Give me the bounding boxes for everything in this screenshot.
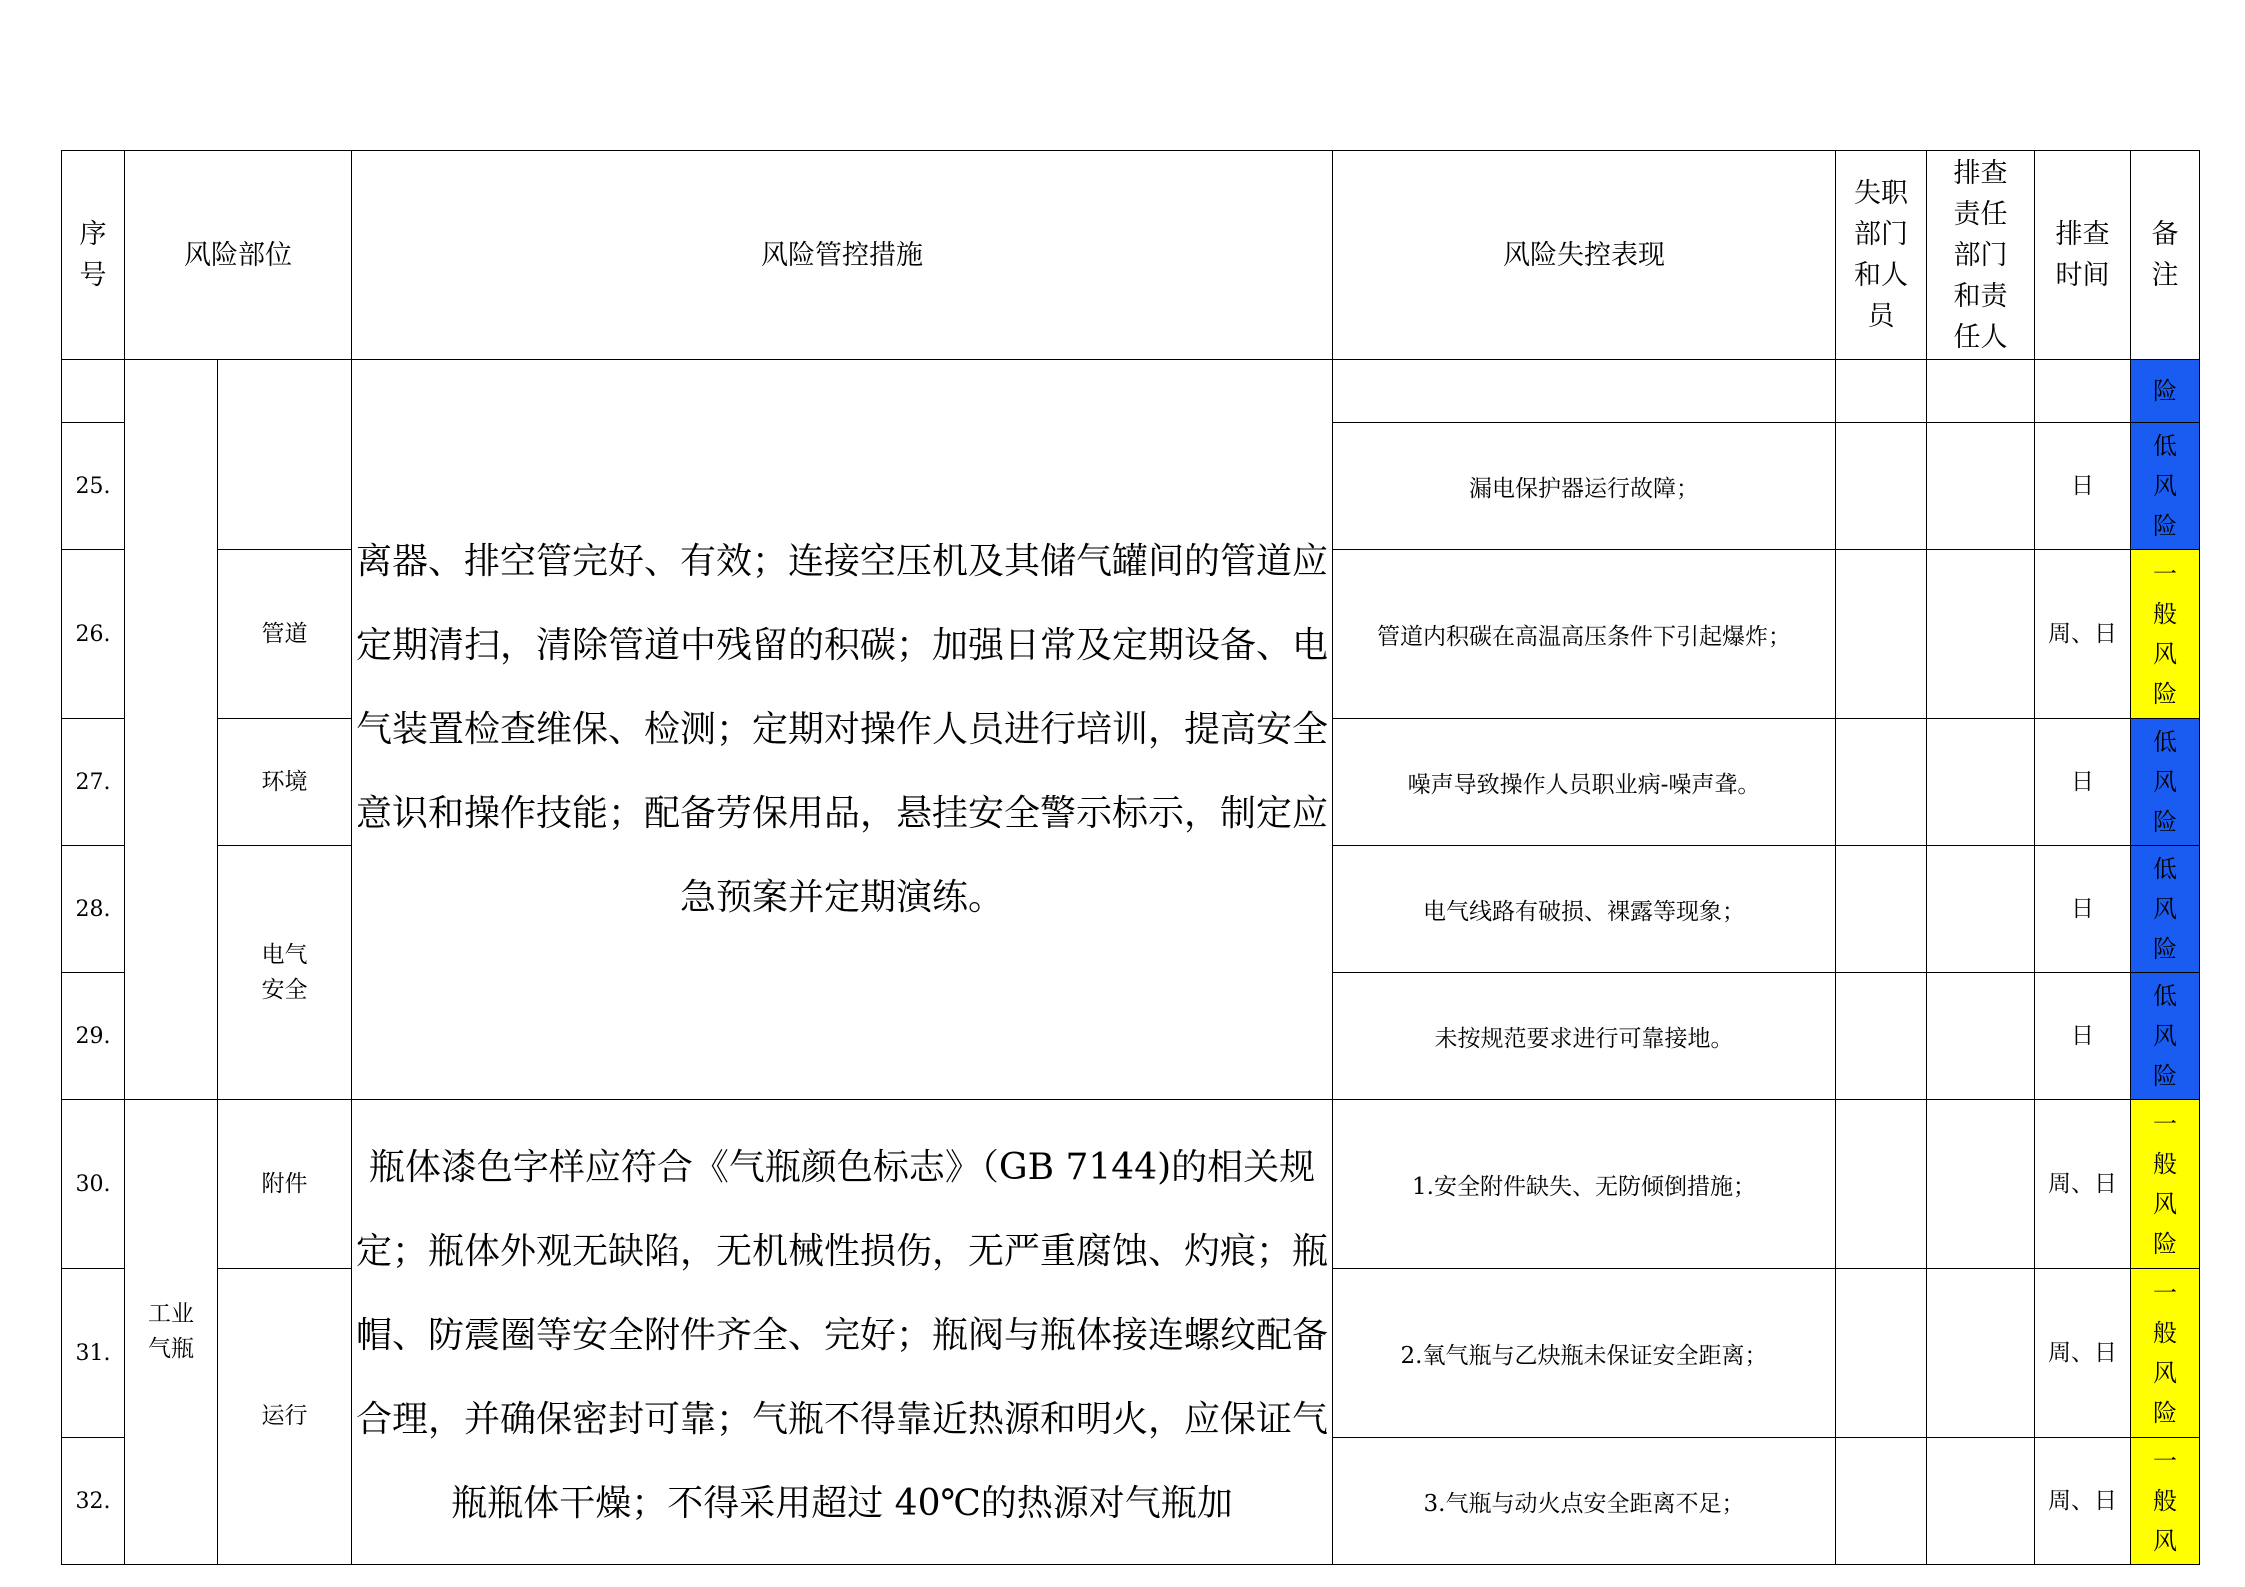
row-check-dept bbox=[1927, 1269, 2035, 1438]
row-failure: 漏电保护器运行故障； bbox=[1333, 423, 1836, 550]
row-time: 日 bbox=[2035, 423, 2131, 550]
risk-level-badge: 一般风 bbox=[2131, 1438, 2200, 1565]
risk-level-badge: 低风险 bbox=[2131, 846, 2200, 973]
row-failure bbox=[1333, 360, 1836, 423]
row-seq: 25. bbox=[62, 423, 125, 550]
risk-control-table bbox=[61, 150, 2200, 1565]
row-dept bbox=[1836, 719, 1927, 846]
row-seq: 31. bbox=[62, 1269, 125, 1438]
row-dept bbox=[1836, 1438, 1927, 1565]
risk-level-badge: 低风险 bbox=[2131, 423, 2200, 550]
risk-level-badge: 低风险 bbox=[2131, 973, 2200, 1100]
part-electrical: 电气安全 bbox=[218, 846, 352, 1100]
row-dept bbox=[1836, 973, 1927, 1100]
row-time: 日 bbox=[2035, 973, 2131, 1100]
row-dept bbox=[1836, 550, 1927, 719]
row-dept bbox=[1836, 846, 1927, 973]
part-pipeline: 管道 bbox=[218, 550, 352, 719]
row-failure: 1.安全附件缺失、无防倾倒措施； bbox=[1333, 1100, 1836, 1269]
row-seq: 32. bbox=[62, 1438, 125, 1565]
header-failure: 风险失控表现 bbox=[1333, 151, 1836, 360]
row-failure: 噪声导致操作人员职业病-噪声聋。 bbox=[1333, 719, 1836, 846]
row-check-dept bbox=[1927, 1100, 2035, 1269]
part-cell-blank bbox=[218, 360, 352, 550]
header-dept: 失职部门和人员 bbox=[1836, 151, 1927, 360]
risk-level-badge: 险 bbox=[2131, 360, 2200, 423]
measures-industrial-gas: 瓶体漆色字样应符合《气瓶颜色标志》（GB 7144)的相关规定；瓶体外观无缺陷，无机械性损伤，无严重腐蚀、灼痕；瓶帽、防震圈等安全附件齐全、完好；瓶阀与瓶体接连螺纹配备合理，并确保密封可靠；气瓶不得靠近热源和明火，应保证气瓶瓶体干燥；不得采用超过 40℃的热源对气瓶加 bbox=[352, 1100, 1333, 1565]
row-check-dept bbox=[1927, 550, 2035, 719]
row-failure: 未按规范要求进行可靠接地。 bbox=[1333, 973, 1836, 1100]
header-check-time: 排查时间 bbox=[2035, 151, 2131, 360]
part-accessory: 附件 bbox=[218, 1100, 352, 1269]
row-check-dept bbox=[1927, 423, 2035, 550]
row-seq: 27. bbox=[62, 719, 125, 846]
row-dept bbox=[1836, 423, 1927, 550]
header-row bbox=[62, 151, 2200, 360]
table-row bbox=[62, 1100, 2200, 1269]
row-time: 周、日 bbox=[2035, 1100, 2131, 1269]
part-operation: 运行 bbox=[218, 1269, 352, 1565]
measures-air-compressor: 离器、排空管完好、有效；连接空压机及其储气罐间的管道应定期清扫，清除管道中残留的积碳；加强日常及定期设备、电气装置检查维保、检测；定期对操作人员进行培训，提高安全意识和操作技能；配备劳保用品，悬挂安全警示标示，制定应急预案并定期演练。 bbox=[352, 360, 1333, 1100]
row-time: 日 bbox=[2035, 846, 2131, 973]
row-check-dept bbox=[1927, 360, 2035, 423]
row-failure: 管道内积碳在高温高压条件下引起爆炸； bbox=[1333, 550, 1836, 719]
row-failure: 电气线路有破损、裸露等现象； bbox=[1333, 846, 1836, 973]
row-check-dept bbox=[1927, 973, 2035, 1100]
row-seq: 30. bbox=[62, 1100, 125, 1269]
header-seq: 序号 bbox=[62, 151, 125, 360]
row-seq: 26. bbox=[62, 550, 125, 719]
row-seq: 28. bbox=[62, 846, 125, 973]
row-time: 周、日 bbox=[2035, 1438, 2131, 1565]
row-time: 周、日 bbox=[2035, 550, 2131, 719]
risk-level-badge: 一般风险 bbox=[2131, 550, 2200, 719]
row-failure: 2.氧气瓶与乙炔瓶未保证安全距离； bbox=[1333, 1269, 1836, 1438]
header-check-dept: 排查责任部门和责任人 bbox=[1927, 151, 2035, 360]
area-cell-air-compressor bbox=[125, 360, 218, 1100]
row-time: 周、日 bbox=[2035, 1269, 2131, 1438]
row-check-dept bbox=[1927, 846, 2035, 973]
table-row bbox=[62, 360, 2200, 423]
row-check-dept bbox=[1927, 719, 2035, 846]
row-seq: 29. bbox=[62, 973, 125, 1100]
row-time: 日 bbox=[2035, 719, 2131, 846]
row-dept bbox=[1836, 360, 1927, 423]
header-measures: 风险管控措施 bbox=[352, 151, 1333, 360]
header-note: 备注 bbox=[2131, 151, 2200, 360]
row-time bbox=[2035, 360, 2131, 423]
row-check-dept bbox=[1927, 1438, 2035, 1565]
row-dept bbox=[1836, 1100, 1927, 1269]
part-environment: 环境 bbox=[218, 719, 352, 846]
header-location: 风险部位 bbox=[125, 151, 352, 360]
risk-level-badge: 一般风险 bbox=[2131, 1100, 2200, 1269]
area-industrial-gas: 工业气瓶 bbox=[125, 1100, 218, 1565]
risk-level-badge: 一般风险 bbox=[2131, 1269, 2200, 1438]
row-dept bbox=[1836, 1269, 1927, 1438]
risk-level-badge: 低风险 bbox=[2131, 719, 2200, 846]
row-seq bbox=[62, 360, 125, 423]
row-failure: 3.气瓶与动火点安全距离不足； bbox=[1333, 1438, 1836, 1565]
